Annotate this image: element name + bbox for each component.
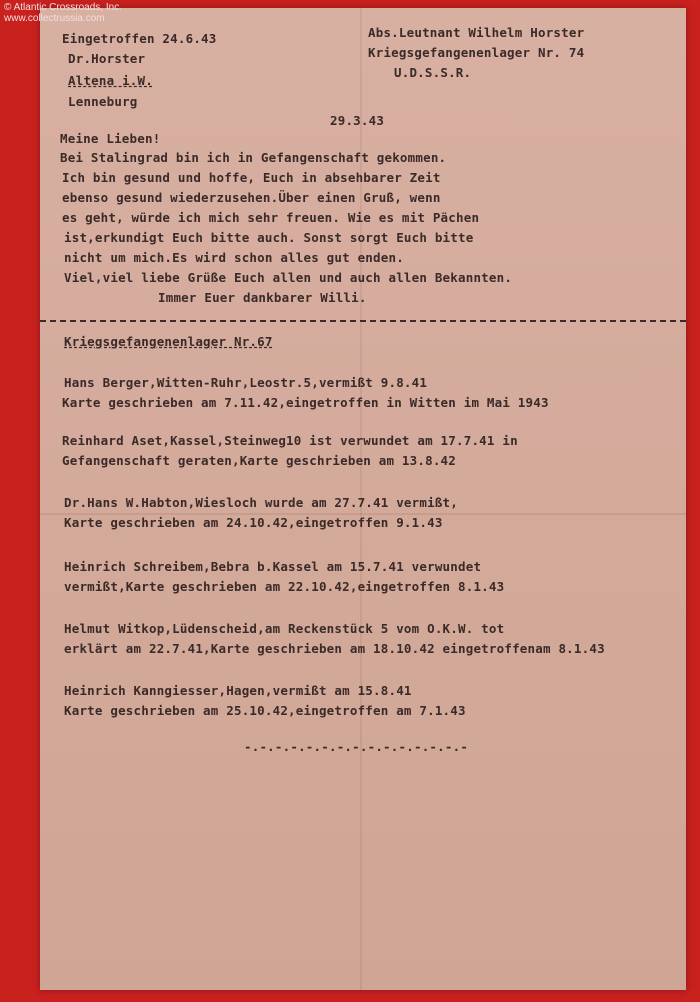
entry-line: Hans Berger,Witten-Ruhr,Leostr.5,vermißt 9.8.41 bbox=[64, 375, 428, 390]
letter-line: ist,erkundigt Euch bitte auch. Sonst sorgt Euch bitte bbox=[64, 230, 474, 245]
entry-line: erklärt am 22.7.41,Karte geschrieben am 18.10.42 eingetroffenam 8.1.43 bbox=[64, 641, 605, 656]
entry-line: Reinhard Aset,Kassel,Steinweg10 ist verwundet am 17.7.41 in bbox=[62, 433, 518, 448]
entry-line: Karte geschrieben am 7.11.42,eingetroffen in Witten im Mai 1943 bbox=[62, 395, 549, 410]
letter-line: ebenso gesund wiederzusehen.Über einen Gruß, wenn bbox=[62, 190, 441, 205]
entry-line: Karte geschrieben am 25.10.42,eingetroffen am 7.1.43 bbox=[64, 703, 466, 718]
recipient-city: Altena i.W. bbox=[68, 73, 153, 88]
sender-line: Abs.Leutnant Wilhelm Horster bbox=[368, 25, 585, 40]
copyright-watermark bbox=[4, 2, 122, 24]
received-date: Eingetroffen 24.6.43 bbox=[62, 31, 217, 46]
letter-line: Bei Stalingrad bin ich in Gefangenschaft gekommen. bbox=[60, 150, 447, 165]
letter-line: Meine Lieben! bbox=[60, 131, 161, 146]
sender-country: U.D.S.S.R. bbox=[394, 65, 472, 80]
separator-dashed-line bbox=[40, 320, 686, 322]
entry-line: Helmut Witkop,Lüdenscheid,am Reckenstück 5 vom O.K.W. tot bbox=[64, 621, 505, 636]
letter-line: es geht, würde ich mich sehr freuen. Wie es mit Pächen bbox=[62, 210, 480, 225]
watermark-line-2: www.collectrussia.com bbox=[4, 13, 105, 24]
entry-line: Karte geschrieben am 24.10.42,eingetroffen 9.1.43 bbox=[64, 515, 443, 530]
entry-line: Dr.Hans W.Habton,Wiesloch wurde am 27.7.41 vermißt, bbox=[64, 495, 459, 510]
entry-line: Heinrich Kanngiesser,Hagen,vermißt am 15.8.41 bbox=[64, 683, 412, 698]
section-title: Kriegsgefangenenlager Nr.67 bbox=[64, 334, 273, 349]
letter-line: Viel,viel liebe Grüße Euch allen und auch allen Bekannten. bbox=[64, 270, 513, 285]
entry-line: Heinrich Schreibem,Bebra b.Kassel am 15.7.41 verwundet bbox=[64, 559, 482, 574]
watermark-line-1: © Atlantic Crossroads, Inc. bbox=[4, 2, 122, 13]
letter-line: nicht um mich.Es wird schon alles gut enden. bbox=[64, 250, 404, 265]
sender-camp: Kriegsgefangenenlager Nr. 74 bbox=[368, 45, 585, 60]
closing-rule: -.-.-.-.-.-.-.-.-.-.-.-.-.-.- bbox=[244, 739, 469, 754]
typed-document bbox=[40, 8, 686, 990]
letter-date: 29.3.43 bbox=[330, 113, 385, 128]
entry-line: Gefangenschaft geraten,Karte geschrieben am 13.8.42 bbox=[62, 453, 457, 468]
letter-signature: Immer Euer dankbarer Willi. bbox=[158, 290, 367, 305]
recipient-name: Dr.Horster bbox=[68, 51, 146, 66]
entry-line: vermißt,Karte geschrieben am 22.10.42,eingetroffen 8.1.43 bbox=[64, 579, 505, 594]
letter-line: Ich bin gesund und hoffe, Euch in absehbarer Zeit bbox=[62, 170, 441, 185]
recipient-street: Lenneburg bbox=[68, 94, 138, 109]
